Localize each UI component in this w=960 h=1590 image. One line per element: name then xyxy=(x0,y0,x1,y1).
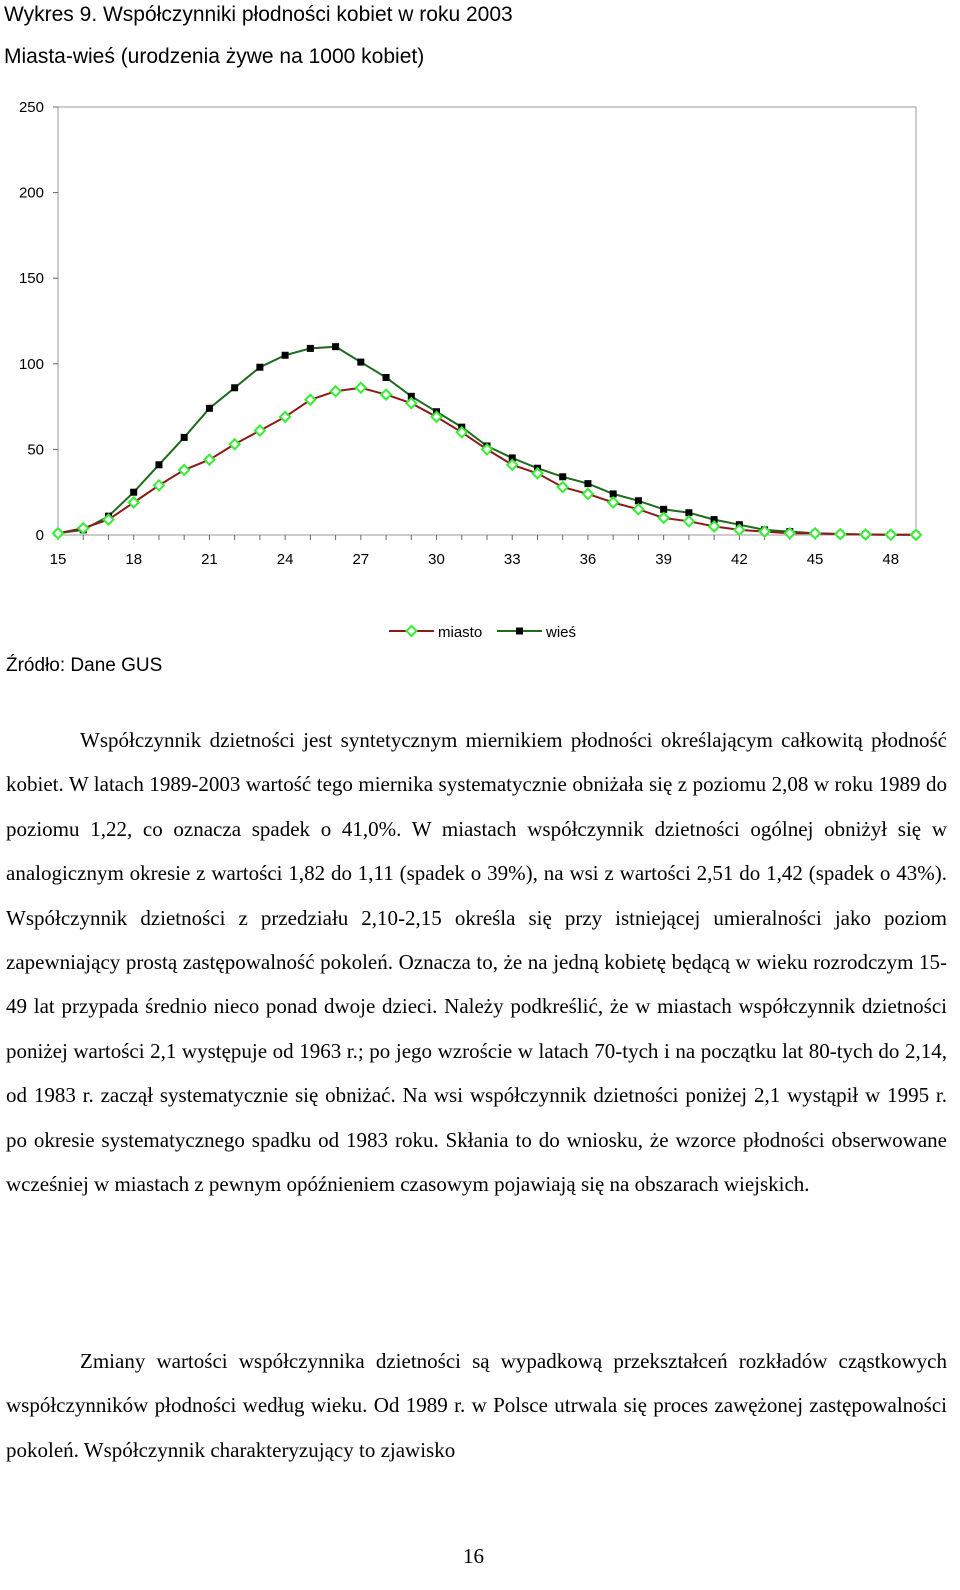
data-point-wies xyxy=(282,352,289,359)
paragraph-2: Zmiany wartości współczynnika dzietności są wypadkową przekształceń rozkładów cząstkowych współczynników płodności według wieku. Od 1989 r. w Polsce utrwala się proces zawężonej zastępowalności pokoleń. Współczynnik charakteryzujący to zjawisko xyxy=(6,1349,947,1462)
legend-marker-wies xyxy=(516,628,523,635)
legend-label-wies: wieś xyxy=(546,624,577,641)
x-tick-label: 30 xyxy=(428,551,445,568)
y-tick-label: 150 xyxy=(18,270,44,288)
x-tick-label: 33 xyxy=(503,551,521,568)
data-point-miasto xyxy=(255,426,265,436)
data-point-miasto xyxy=(331,386,341,396)
source-note: Źródło: Dane GUS xyxy=(6,655,163,676)
paragraph-1: Współczynnik dzietności jest syntetycznym miernikiem płodności określającym całkowitą płodność kobiet. W latach 1989-2003 wartość tego miernika systematycznie obniżała się z poziomu 2,08 w roku 1989 do poziomu 1,22, co oznacza spadek o 41,0%. W miastach współczynnik dzietności ogólnej obniżył się w analogicznym okresie z wartości 1,82 do 1,11 (spadek o 39%), na wsi z wartości 2,51 do 1,42 (spadek o 43%). Współczynnik dzietności z przedziału 2,10-2,15 określa się przy istniejącej umieralności jako poziom zapewniający prostą zastępowalność pokoleń. Oznacza to, że na jedną kobietę będącą w wieku rozrodczym 15-49 lat przypada średnio nieco ponad dwoje dzieci. Należy podkreślić, że w miastach współczynnik dzietności poniżej wartości 2,1 występuje od 1963 r.; po jego wzroście w latach 70-tych i na początku lat 80-tych do 2,14, od 1983 r. zaczął systematycznie się obniżać. Na wsi współczynnik dzietności poniżej 2,1 wystąpił w 1995 r. po okresie systematycznego spadku od 1983 roku. Skłania to do wniosku, że wzorce płodności obserwowane wcześniej w miastach z pewnym opóźnieniem czasowym pojawiają się na obszarach wiejskich. xyxy=(6,728,947,1197)
data-point-miasto xyxy=(583,489,593,499)
legend-marker-miasto xyxy=(407,626,417,636)
data-point-wies xyxy=(357,359,364,366)
data-point-miasto xyxy=(230,439,240,449)
fertility-line-chart xyxy=(0,90,960,650)
data-point-wies xyxy=(206,405,213,412)
data-point-wies xyxy=(332,343,339,350)
x-tick-label: 15 xyxy=(49,551,67,568)
legend-label-miasto: miasto xyxy=(438,624,483,641)
data-point-miasto xyxy=(204,455,214,465)
x-tick-label: 21 xyxy=(201,551,218,568)
y-tick-label: 200 xyxy=(18,184,44,202)
x-tick-label: 42 xyxy=(731,551,748,568)
x-tick-label: 27 xyxy=(352,551,370,568)
data-point-miasto xyxy=(684,516,694,526)
data-point-miasto xyxy=(381,390,391,400)
data-point-wies xyxy=(231,384,238,391)
data-point-wies xyxy=(181,434,188,441)
chart-subtitle: Miasta-wieś (urodzenia żywe na 1000 kobiet) xyxy=(4,45,425,68)
x-tick-label: 24 xyxy=(276,551,294,568)
y-tick-label: 250 xyxy=(18,99,44,116)
data-point-wies xyxy=(155,461,162,468)
data-point-miasto xyxy=(356,383,366,393)
page-number: 16 xyxy=(463,1544,484,1568)
x-tick-label: 39 xyxy=(655,551,672,568)
data-point-wies xyxy=(559,473,566,480)
data-point-miasto xyxy=(633,504,643,514)
data-point-wies xyxy=(256,364,263,371)
data-point-miasto xyxy=(179,465,189,475)
data-point-miasto xyxy=(659,513,669,523)
y-tick-label: 0 xyxy=(35,527,44,544)
y-tick-label: 100 xyxy=(18,355,44,373)
data-point-wies xyxy=(307,345,314,352)
data-point-wies xyxy=(383,374,390,381)
x-tick-label: 18 xyxy=(125,551,143,568)
data-point-wies xyxy=(130,489,137,496)
chart-title: Wykres 9. Współczynniki płodności kobiet w roku 2003 xyxy=(4,3,513,26)
data-point-miasto xyxy=(558,482,568,492)
data-point-miasto xyxy=(608,497,618,507)
y-tick-label: 50 xyxy=(27,441,44,459)
x-tick-label: 48 xyxy=(882,551,900,568)
data-point-wies xyxy=(584,480,591,487)
series-line-miasto xyxy=(58,388,916,535)
x-tick-label: 45 xyxy=(806,551,824,568)
x-tick-label: 36 xyxy=(579,551,597,568)
